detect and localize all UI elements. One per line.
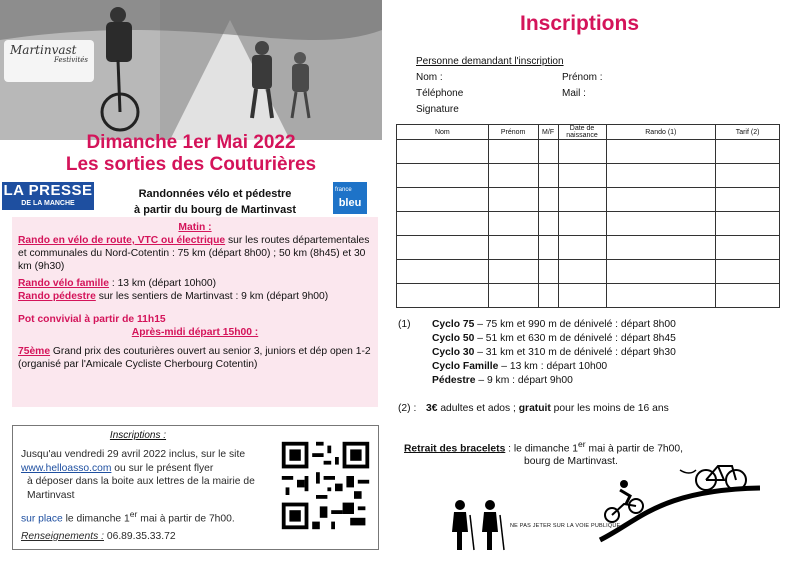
- field-telephone[interactable]: Téléphone: [416, 88, 464, 99]
- note-text: – 9 km : départ 9h00: [475, 375, 573, 386]
- rando-famille: [18, 277, 372, 290]
- col-mf: M/F: [538, 125, 558, 140]
- sur-place-line: [21, 508, 281, 526]
- registration-form: [390, 0, 800, 566]
- event-subtitle: [100, 186, 330, 218]
- table-row[interactable]: [397, 284, 780, 308]
- pot-convivial: Pot convivial à partir de 11h15: [18, 314, 166, 325]
- no-littering-notice: NE PAS JETER SUR LA VOIE PUBLIQUE: [510, 523, 621, 529]
- rando-route-text: sur les routes départementales et communales du Nord-Cotentin : 75 km (départ 8h00) ; 50 km (8h45) et 30 km (9h30): [18, 235, 370, 272]
- table-row[interactable]: [397, 236, 780, 260]
- retrait-sup: er: [578, 439, 586, 449]
- france-bleu-small: france: [335, 187, 352, 193]
- note-text: – 75 km et 990 m de dénivelé : départ 8h00: [474, 319, 676, 330]
- table-row[interactable]: [397, 260, 780, 284]
- col-tarif: Tarif (2): [716, 125, 780, 140]
- note-text: – 51 km et 630 m de dénivelé : départ 8h45: [474, 333, 676, 344]
- title-date: Dimanche 1er Mai 2022: [86, 132, 296, 153]
- note-text: – 31 km et 310 m de dénivelé : départ 9h30: [474, 347, 676, 358]
- table-row[interactable]: [397, 188, 780, 212]
- note-row: [398, 332, 676, 346]
- sur-place-label: sur place: [21, 513, 63, 525]
- inscriptions-deadline: Jusqu'au vendredi 29 avril 2022 inclus, sur le site: [21, 449, 246, 460]
- col-rando: Rando (1): [606, 125, 716, 140]
- la-presse-name: LA PRESSE: [3, 182, 93, 199]
- retrait-time: mai à partir de 7h00,: [585, 443, 683, 455]
- note-text: – 13 km : départ 10h00: [498, 361, 608, 372]
- logo-small-text: Festivités: [53, 56, 88, 65]
- note-label: Pédestre: [432, 375, 476, 386]
- martinvast-logo: [4, 40, 94, 82]
- note-label: Cyclo 75: [432, 319, 475, 330]
- retrait-label: Retrait des bracelets: [404, 443, 506, 455]
- form-title: Inscriptions: [520, 12, 640, 35]
- rando-famille-label: Rando vélo famille: [18, 278, 109, 289]
- rando-pedestre-label: Rando pédestre: [18, 291, 96, 302]
- col-prenom: Prénom: [488, 125, 538, 140]
- france-bleu-logo: [333, 182, 367, 214]
- grand-prix-edition: 75ème: [18, 346, 51, 357]
- note-1-marker: (1): [398, 319, 411, 330]
- inscriptions-mairie-text: à déposer dans la boite aux lettres de la mairie de Martinvast: [27, 476, 255, 501]
- table-row[interactable]: [397, 164, 780, 188]
- cyclists-photo: [0, 0, 382, 140]
- tarif-adult-price: 3€: [426, 403, 438, 414]
- note-row: [398, 360, 676, 374]
- renseignements-phone: 06.89.35.33.72: [104, 530, 176, 542]
- table-row[interactable]: [397, 140, 780, 164]
- logo-text: Martinvast: [10, 43, 77, 57]
- bicycle-icon: [680, 466, 746, 490]
- note-row: [398, 318, 676, 332]
- renseignements-label: Renseignements :: [21, 530, 104, 542]
- sur-place-sup: er: [129, 509, 138, 519]
- note-row: [398, 346, 676, 360]
- title-event: Les sorties des Couturières: [65, 154, 317, 175]
- retrait-location: bourg de Martinvast.: [524, 456, 618, 468]
- grand-prix: [18, 345, 372, 371]
- program-panel: [12, 217, 378, 407]
- table-row[interactable]: [397, 212, 780, 236]
- event-title: [0, 132, 382, 176]
- tarif-note: [398, 402, 676, 416]
- inscriptions-box-title: Inscriptions :: [109, 430, 167, 441]
- grand-prix-text: Grand prix des couturières ouvert au senior 3, juniors et dép open 1-2 (organisé par l'Amicale Cycliste Cherbourg Cotentin): [18, 346, 371, 370]
- note-2-marker: (2) :: [398, 403, 417, 414]
- rando-notes: [398, 318, 676, 416]
- hiker-icon: [482, 500, 504, 550]
- retrait-date: : le dimanche 1: [505, 443, 579, 455]
- la-presse-region: DE LA MANCHE: [21, 200, 75, 207]
- requester-label: Personne demandant l'inscription: [416, 56, 564, 67]
- hiker-icon: [452, 500, 474, 550]
- tarif-adult-text: adultes et ados ;: [437, 403, 519, 414]
- sur-place-date: le dimanche 1: [62, 513, 130, 525]
- cyclists-hikers-illustration: [440, 460, 760, 560]
- table-header-row: [397, 125, 780, 140]
- participants-table: [396, 124, 780, 308]
- inscriptions-flyer-text: ou sur le présent flyer: [111, 462, 214, 474]
- tarif-free: gratuit: [518, 403, 551, 414]
- renseignements-line: [21, 530, 281, 544]
- tarif-free-text: pour les moins de 16 ans: [550, 403, 669, 414]
- inscriptions-site-line: [21, 462, 281, 476]
- col-nom: Nom: [397, 125, 489, 140]
- qr-code[interactable]: [278, 438, 373, 533]
- note-label: Cyclo 50: [432, 333, 475, 344]
- field-mail[interactable]: Mail :: [562, 88, 586, 99]
- morning-heading: Matin :: [178, 222, 212, 233]
- flyer-left: [0, 0, 384, 566]
- afternoon-heading: Après-midi départ 15h00 :: [131, 327, 259, 338]
- subtitle-line2: à partir du bourg de Martinvast: [134, 204, 296, 216]
- rando-route: [18, 234, 372, 273]
- inscriptions-box: [12, 425, 379, 550]
- field-prenom[interactable]: Prénom :: [562, 72, 603, 83]
- field-signature[interactable]: Signature: [416, 104, 459, 115]
- note-row: [398, 374, 676, 388]
- france-bleu-name: bleu: [338, 197, 362, 209]
- subtitle-line1: Randonnées vélo et pédestre: [138, 188, 292, 200]
- field-nom[interactable]: Nom :: [416, 72, 443, 83]
- note-label: Cyclo Famille: [432, 361, 499, 372]
- requester-fields-left: [416, 70, 463, 118]
- sur-place-time: mai à partir de 7h00.: [137, 513, 235, 525]
- rando-famille-text: : 13 km (départ 10h00): [108, 278, 217, 289]
- requester-fields-right: [562, 70, 603, 102]
- rando-pedestre-text: sur les sentiers de Martinvast : 9 km (départ 9h00): [95, 291, 329, 302]
- col-date-naissance: Date de naissance: [558, 125, 606, 140]
- helloasso-link[interactable]: www.helloasso.com: [21, 462, 112, 474]
- note-label: Cyclo 30: [432, 347, 475, 358]
- rando-route-label: Rando en vélo de route, VTC ou électrique: [18, 235, 226, 246]
- la-presse-logo: [2, 182, 94, 210]
- rando-pedestre: [18, 290, 372, 303]
